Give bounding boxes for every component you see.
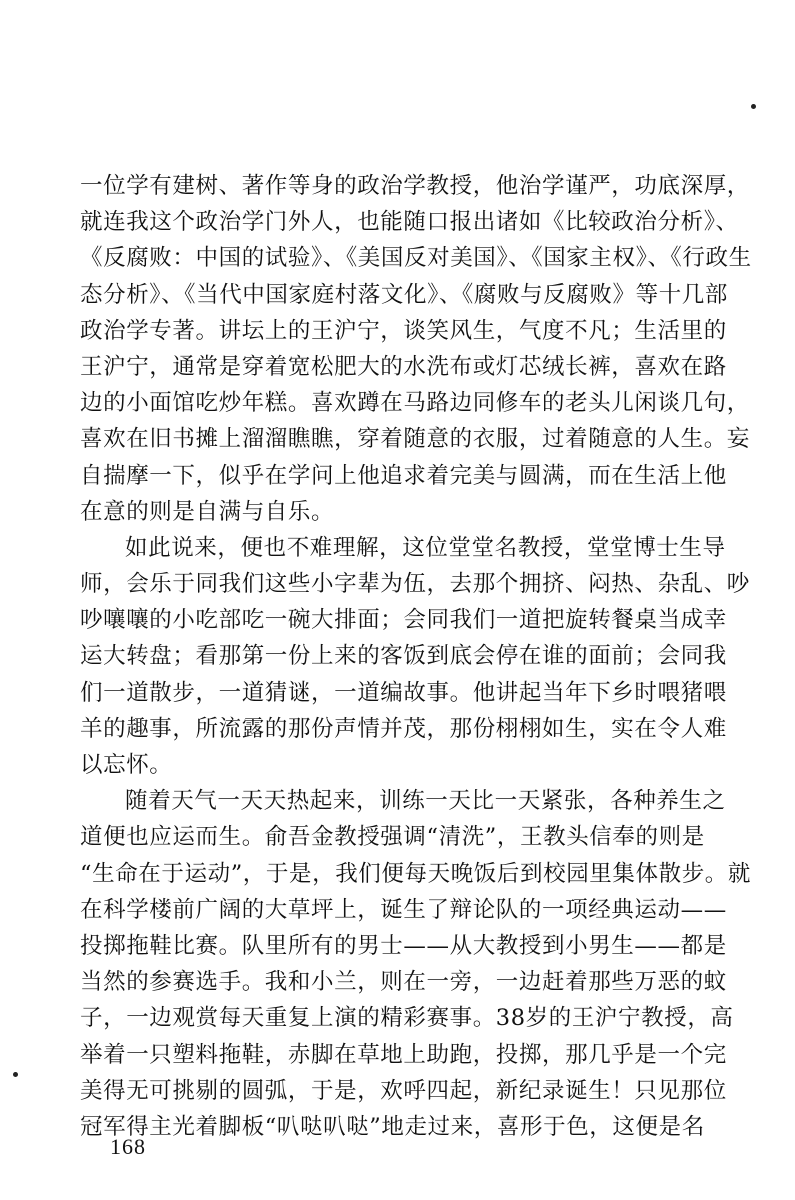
text-line: 师，会乐于同我们这些小字辈为伍，去那个拥挤、闷热、杂乱、吵 bbox=[80, 571, 750, 598]
text-line: 美得无可挑剔的圆弧，于是，欢呼四起，新纪录诞生！只见那位 bbox=[80, 1077, 727, 1104]
text-line: 在意的则是自满与自乐。 bbox=[80, 498, 335, 525]
text-line: 喜欢在旧书摊上溜溜瞧瞧，穿着随意的衣服，过着随意的人生。妄 bbox=[80, 426, 750, 453]
text-line: 随着天气一天天热起来，训练一天比一天紧张，各种养生之 bbox=[125, 788, 726, 815]
paragraph-3 bbox=[80, 783, 752, 1145]
text-line: 冠军得主光着脚板“叭哒叭哒”地走过来，喜形于色，这便是名 bbox=[80, 1113, 705, 1140]
page-number: 168 bbox=[110, 1134, 146, 1159]
text-line: 投掷拖鞋比赛。队里所有的男士——从大教授到小男生——都是 bbox=[80, 932, 727, 959]
text-line: 一位学有建树、著作等身的政治学教授，他治学谨严，功底深厚， bbox=[80, 173, 750, 199]
text-line: 运大转盘；看那第一份上来的客饭到底会停在谁的面前；会同我 bbox=[80, 643, 727, 670]
text-line: 吵嚷嚷的小吃部吃一碗大排面；会同我们一道把旋转餐桌当成幸 bbox=[80, 607, 727, 634]
text-line: 《反腐败：中国的试验》、《美国反对美国》、《国家主权》、《行政生 bbox=[80, 245, 752, 272]
text-line: 在科学楼前广阔的大草坪上，诞生了辩论队的一项经典运动—— bbox=[80, 896, 727, 923]
paragraph-1 bbox=[80, 168, 752, 530]
scan-speck bbox=[751, 104, 756, 109]
paragraph-2 bbox=[80, 530, 750, 783]
text-line: 态分析》、《当代中国家庭村落文化》、《腐败与反腐败》等十几部 bbox=[80, 281, 729, 308]
text-line: 边的小面馆吃炒年糕。喜欢蹲在马路边同修车的老头儿闲谈几句， bbox=[80, 390, 750, 417]
text-line: “生命在于运动”，于是，我们便每天晚饭后到校园里集体散步。就 bbox=[80, 860, 752, 887]
text-line: 举着一只塑料拖鞋，赤脚在草地上助跑，投掷，那几乎是一个完 bbox=[80, 1041, 727, 1068]
text-line: 当然的参赛选手。我和小兰，则在一旁，一边赶着那些万恶的蚊 bbox=[80, 969, 727, 996]
text-line: 们一道散步，一道猜谜，一道编故事。他讲起当年下乡时喂猪喂 bbox=[80, 679, 727, 706]
text-line: 王沪宁，通常是穿着宽松肥大的水洗布或灯芯绒长裤，喜欢在路 bbox=[80, 353, 727, 380]
text-line: 就连我这个政治学门外人，也能随口报出诸如《比较政治分析》、 bbox=[80, 209, 739, 236]
body-text bbox=[80, 168, 752, 1145]
text-line: 子，一边观赏每天重复上演的精彩赛事。38岁的王沪宁教授，高 bbox=[80, 1005, 734, 1032]
text-line: 道便也应运而生。俞吾金教授强调“清洗”，王教头信奉的则是 bbox=[80, 824, 705, 851]
text-line: 以忘怀。 bbox=[80, 752, 173, 778]
text-line: 政治学专著。讲坛上的王沪宁，谈笑风生，气度不凡；生活里的 bbox=[80, 317, 727, 344]
scan-speck bbox=[13, 1072, 18, 1077]
text-line: 自揣摩一下，似乎在学问上他追求着完美与圆满，而在生活上他 bbox=[80, 462, 727, 489]
text-line: 如此说来，便也不难理解，这位堂堂名教授，堂堂博士生导 bbox=[125, 534, 726, 561]
text-line: 羊的趣事，所流露的那份声情并茂，那份栩栩如生，实在令人难 bbox=[80, 715, 727, 742]
